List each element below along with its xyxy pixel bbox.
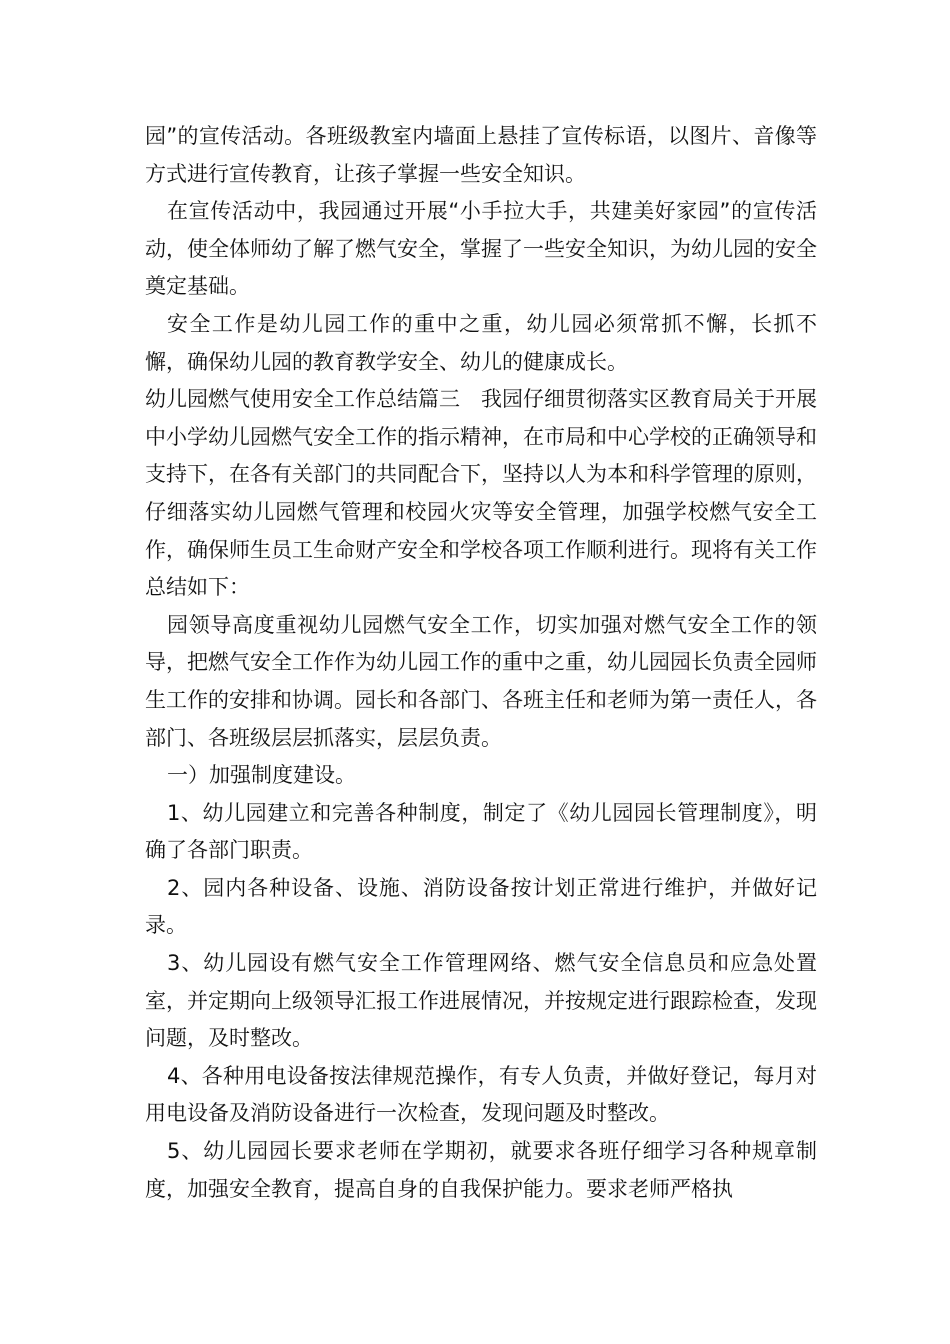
list-item-4: 4、各种用电设备按法律规范操作，有专人负责，并做好登记，每月对用电设备及消防设备进行一次检查，发现问题及时整改。	[145, 1063, 817, 1126]
subheading-system-building: 一）加强制度建设。	[167, 763, 356, 788]
list-item-1: 1、幼儿园建立和完善各种制度，制定了《幼儿园园长管理制度》，明确了各部门职责。	[145, 800, 817, 863]
section-heading-paragraph: 幼儿园燃气使用安全工作总结篇三 我园仔细贯彻落实区教育局关于开展中小学幼儿园燃气安全工作的指示精神，在市局和中心学校的正确领导和支持下，在各有关部门的共同配合下，坚持以人为本和科学管理的原则，仔细落实幼儿园燃气管理和校园火灾等安全管理，加强学校燃气安全工作，确保师生员工生命财产安全和学校各项工作顺利进行。现将有关工作总结如下：	[145, 387, 817, 600]
paragraph-1: 园”的宣传活动。各班级教室内墙面上悬挂了宣传标语，以图片、音像等方式进行宣传教育，让孩子掌握一些安全知识。	[145, 124, 817, 186]
paragraph-2: 在宣传活动中，我园通过开展“小手拉大手，共建美好家园”的宣传活动，使全体师幼了解了燃气安全，掌握了一些安全知识，为幼儿园的安全奠定基础。	[145, 199, 817, 299]
list-item-3: 3、幼儿园设有燃气安全工作管理网络、燃气安全信息员和应急处置室，并定期向上级领导汇报工作进展情况，并按规定进行跟踪检查，发现问题，及时整改。	[145, 951, 817, 1051]
list-item-5: 5、幼儿园园长要求老师在学期初，就要求各班仔细学习各种规章制度，加强安全教育，提高自身的自我保护能力。要求老师严格执	[145, 1139, 817, 1201]
paragraph-5: 园领导高度重视幼儿园燃气安全工作，切实加强对燃气安全工作的领导，把燃气安全工作作为幼儿园工作的重中之重，幼儿园园长负责全园师生工作的安排和协调。园长和各部门、各班主任和老师为第一责任人，各部门、各班级层层抓落实，层层负责。	[145, 612, 817, 750]
document-body	[145, 118, 817, 1208]
list-item-2: 2、园内各种设备、设施、消防设备按计划正常进行维护，并做好记录。	[145, 875, 817, 938]
paragraph-3: 安全工作是幼儿园工作的重中之重，幼儿园必须常抓不懈，长抓不懈，确保幼儿园的教育教学安全、幼儿的健康成长。	[145, 311, 817, 374]
